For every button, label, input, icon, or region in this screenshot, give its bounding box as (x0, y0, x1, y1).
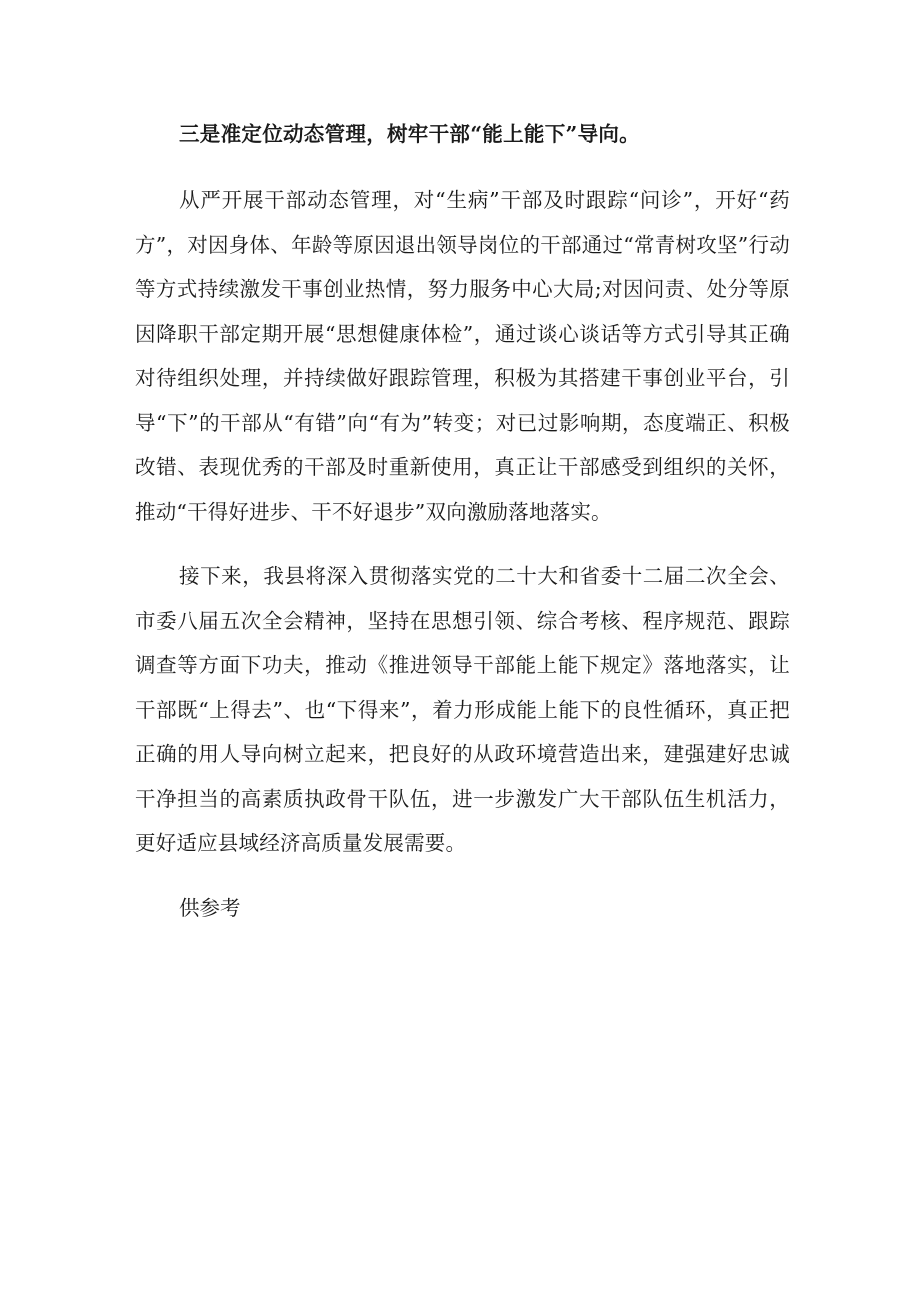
document-body (135, 112, 790, 930)
section-heading: 三是准定位动态管理，树牢干部“能上能下”导向。 (179, 122, 640, 146)
paragraph-dynamic-management: 从严开展干部动态管理，对“生病”干部及时跟踪“问诊”，开好“药方”，对因身体、年龄等原因退出领导岗位的干部通过“常青树攻坚”行动等方式持续激发干事创业热情，努力服务中心大局;对因问责、处分等原因降职干部定期开展“思想健康体检”，通过谈心谈话等方式引导其正确对待组织处理，并持续做好跟踪管理，积极为其搭建干事创业平台，引导“下”的干部从“有错”向“有为”转变；对已过影响期，态度端正、积极改错、表现优秀的干部及时重新使用，真正让干部感受到组织的关怀，推动“干得好进步、干不好退步”双向激励落地落实。 (135, 188, 790, 524)
paragraph-next-steps: 接下来，我县将深入贯彻落实党的二十大和省委十二届二次全会、市委八届五次全会精神，坚持在思想引领、综合考核、程序规范、跟踪调查等方面下功夫，推动《推进领导干部能上能下规定》落地落实，让干部既“上得去”、也“下得来”，着力形成能上能下的良性循环，真正把正确的用人导向树立起来，把良好的从政环境营造出来，建强建好忠诚干净担当的高素质执政骨干队伍，进一步激发广大干部队伍生机活力，更好适应县域经济高质量发展需要。 (135, 564, 790, 855)
closing-note: 供参考 (179, 895, 241, 920)
